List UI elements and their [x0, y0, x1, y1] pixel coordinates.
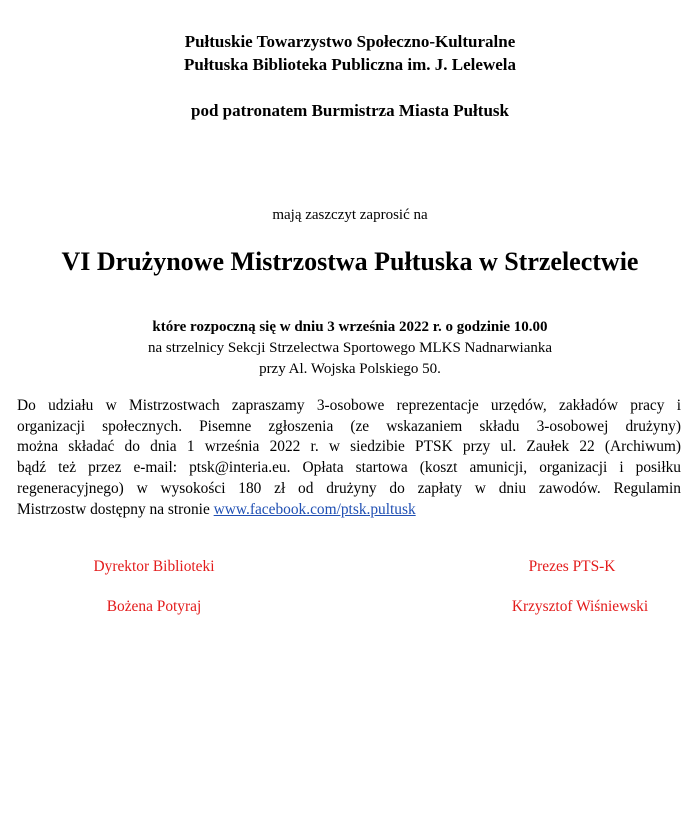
- organizer-line-1: Pułtuskie Towarzystwo Społeczno-Kulturalne: [184, 32, 516, 51]
- body-paragraph: [17, 396, 681, 520]
- body-line: regeneracyjnego) w wysokości 180 zł od drużyny do zapłaty w dniu zawodów. Regulamin: [17, 479, 681, 497]
- left-signature-name: Bożena Potyraj: [106, 598, 202, 615]
- facebook-link[interactable]: www.facebook.com/ptsk.pultusk: [213, 500, 416, 518]
- event-title: VI Drużynowe Mistrzostwa Pułtuska w Strzelectwie: [61, 247, 639, 276]
- event-place-line-2: przy Al. Wojska Polskiego 50.: [259, 361, 441, 377]
- body-line: Do udziału w Mistrzostwach zapraszamy 3-osobowe reprezentacje urzędów, zakładów pracy i: [17, 397, 681, 414]
- body-line: można składać do dnia 1 września 2022 r. w siedzibie PTSK przy ul. Zaułek 22 (Archiwum): [17, 438, 681, 456]
- body-line: organizacji społecznych. Pisemne zgłoszenia (ze wskazaniem składu 3-osobowej drużyny): [17, 417, 681, 435]
- body-line-last: [17, 500, 681, 521]
- right-signature-name: Krzysztof Wiśniewski: [511, 598, 649, 615]
- event-date-line: które rozpoczną się w dniu 3 września 2022 r. o godzinie 10.00: [152, 319, 548, 335]
- organizer-line-2: Pułtuska Biblioteka Publiczna im. J. Lelewela: [184, 55, 516, 74]
- patronage-line: pod patronatem Burmistrza Miasta Pułtusk: [191, 101, 509, 120]
- right-signature-title: Prezes PTS-K: [528, 558, 616, 575]
- event-place-line-1: na strzelnicy Sekcji Strzelectwa Sportowego MLKS Nadnarwianka: [147, 340, 553, 356]
- invitation-line: mają zaszczyt zaprosić na: [272, 207, 428, 223]
- left-signature-title: Dyrektor Biblioteki: [93, 558, 215, 575]
- body-line-prefix: Mistrzostw dostępny na stronie: [17, 500, 214, 518]
- body-line: bądź też przez e-mail: ptsk@interia.eu. Opłata startowa (koszt amunicji, organizacji i posiłku: [17, 459, 681, 477]
